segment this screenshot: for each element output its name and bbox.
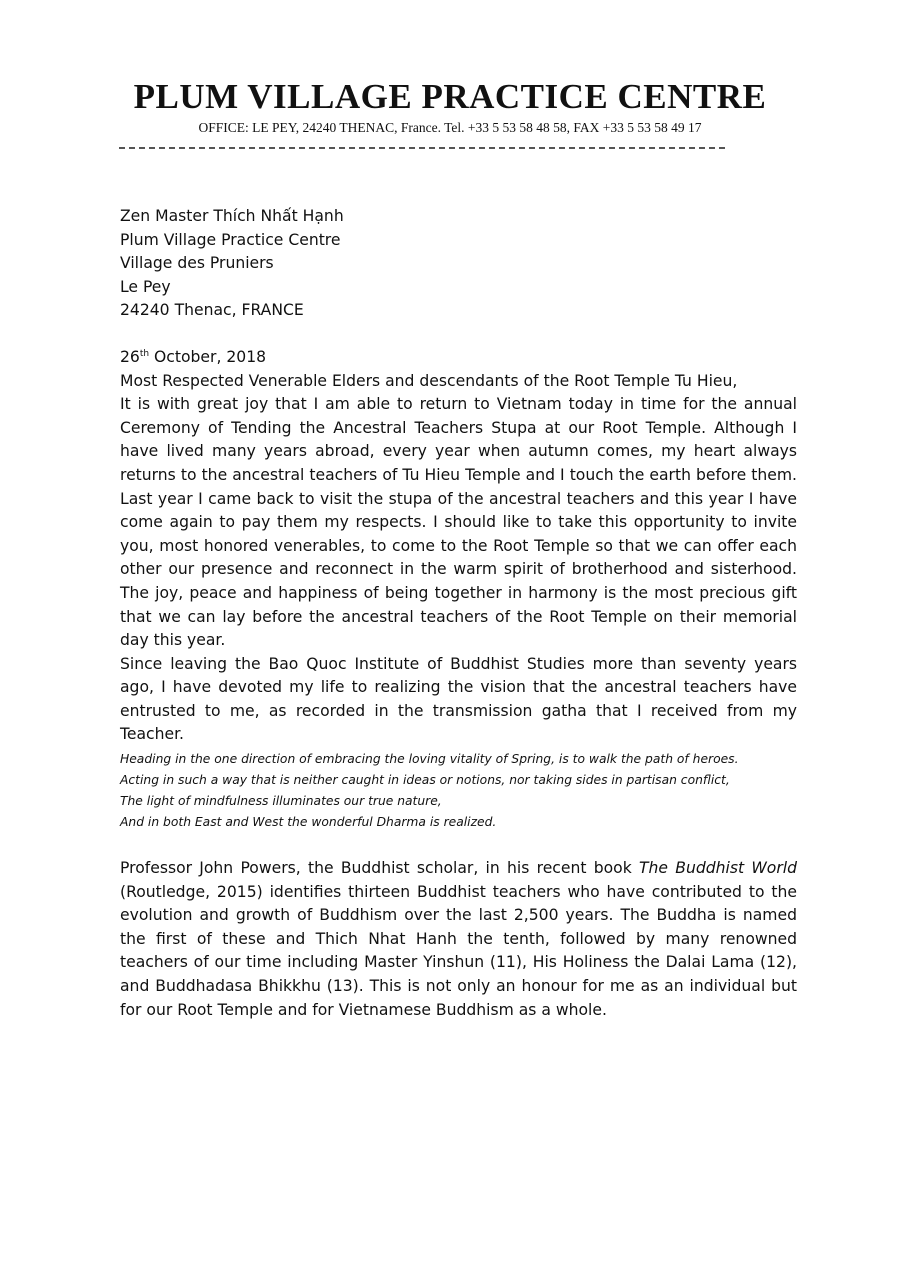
transmission-gatha [120, 749, 797, 833]
gatha-line: The light of mindfulness illuminates our true nature, [120, 794, 442, 809]
gatha-line: Heading in the one direction of embracing the loving vitality of Spring, is to walk the path of heroes. [120, 752, 739, 767]
date-day: 26 [120, 347, 140, 366]
letterhead [0, 78, 900, 136]
address-line: Plum Village Practice Centre [120, 230, 341, 249]
address-line: 24240 Thenac, FRANCE [120, 301, 304, 320]
paragraph-text: (Routledge, 2015) identifies thirteen Buddhist teachers who have contributed to the evolution and growth of Buddhism over the last 2,500 years. The Buddha is named the first of these and Thich Nhat Hanh the tenth, followed by many renowned teachers of our time including Master Yinshun (11), His Holiness the Dalai Lama (12), and Buddhadasa Bhikkhu (13). This is not only an honour for me as an individual but for our Root Temple and for Vietnamese Buddhism as a whole. [120, 882, 797, 1019]
recipient-address [120, 205, 797, 323]
organization-name: PLUM VILLAGE PRACTICE CENTRE [133, 77, 767, 116]
date-day-suffix: th [139, 348, 150, 359]
office-contact-line: OFFICE: LE PEY, 24240 THENAC, France. Tel. +33 5 53 58 48 58, FAX +33 5 53 58 49 17 [198, 120, 702, 135]
address-line: Le Pey [120, 277, 171, 296]
book-title: The Buddhist World [639, 859, 797, 878]
body-paragraph [120, 857, 797, 1022]
letterhead-divider [119, 147, 725, 149]
body-paragraph: It is with great joy that I am able to return to Vietnam today in time for the annual Ceremony of Tending the Ancestral Teachers Stupa at our Root Temple. Although I have lived many years abroad, every year when autumn comes, my heart always returns to the ancestral teachers of Tu Hieu Temple and I touch the earth before them. Last year I came back to visit the stupa of the ancestral teachers and this year I have come again to pay them my respects. I should like to take this opportunity to invite you, most honored venerables, to come to the Root Temple so that we can offer each other our presence and reconnect in the warm spirit of brotherhood and sisterhood. The joy, peace and happiness of being together in harmony is the most precious gift that we can lay before the ancestral teachers of the Root Temple on their memorial day this year. [120, 395, 797, 650]
gatha-line: And in both East and West the wonderful Dharma is realized. [120, 815, 497, 830]
salutation: Most Respected Venerable Elders and descendants of the Root Temple Tu Hieu, [120, 371, 738, 390]
paragraph-text: Professor John Powers, the Buddhist scholar, in his recent book [120, 859, 640, 878]
address-line: Village des Pruniers [120, 254, 274, 273]
date-month-year: October, 2018 [149, 347, 267, 366]
gatha-line: Acting in such a way that is neither caught in ideas or notions, nor taking sides in partisan conflict, [120, 773, 730, 788]
body-paragraph: Since leaving the Bao Quoc Institute of Buddhist Studies more than seventy years ago, I have devoted my life to realizing the vision that the ancestral teachers have entrusted to me, as recorded in the transmission gatha that I received from my Teacher. [120, 654, 797, 744]
address-line: Zen Master Thích Nhất Hạnh [120, 207, 344, 225]
letter-date [120, 346, 797, 370]
letter-body [120, 205, 797, 1022]
